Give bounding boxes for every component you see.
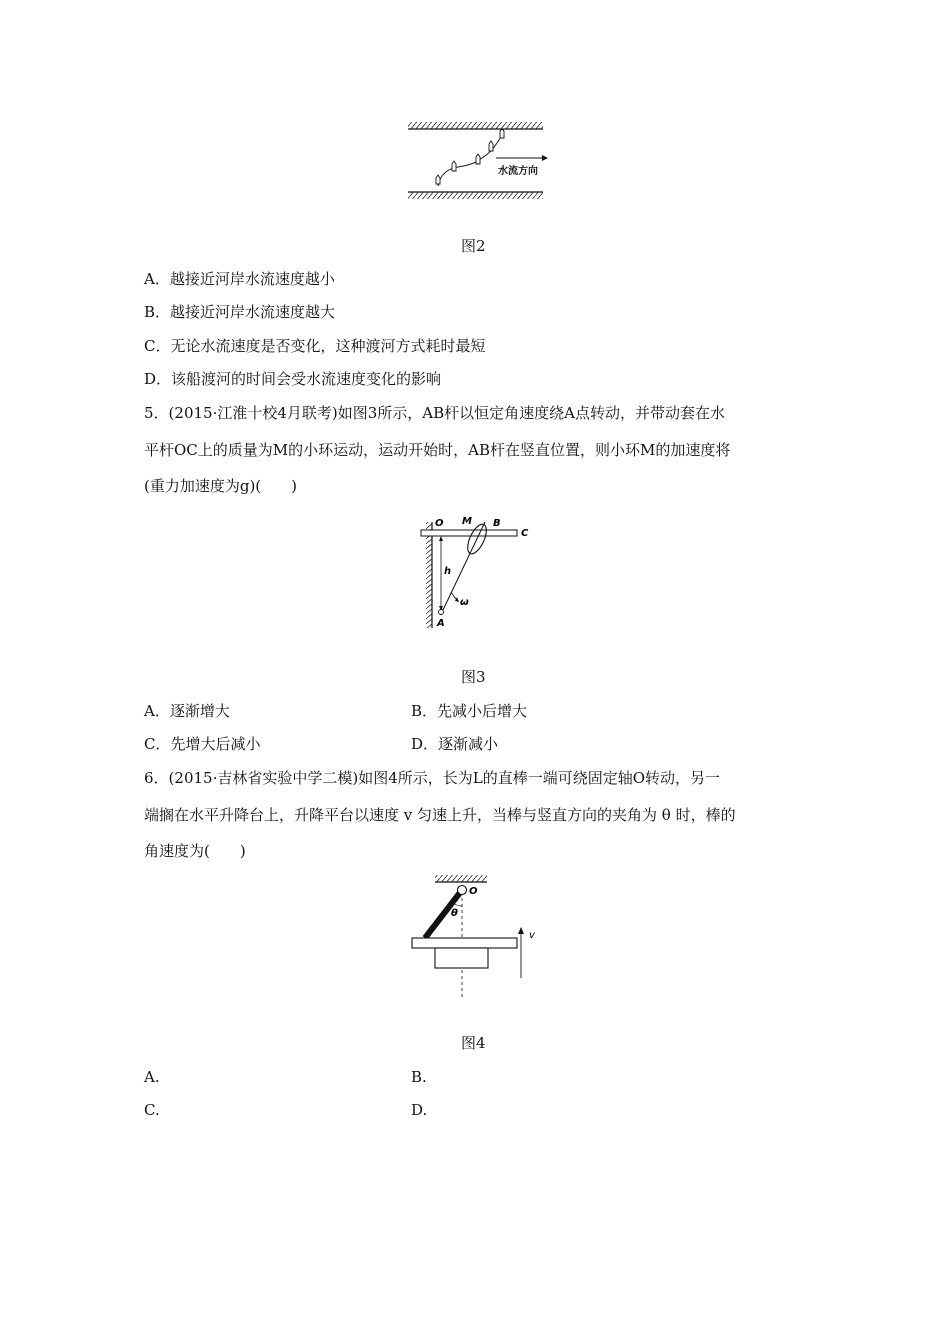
q6-option-b: B.: [411, 1068, 427, 1086]
figure-2-caption: 图2: [461, 237, 486, 255]
q4-option-d: D．该船渡河的时间会受水流速度变化的影响: [144, 370, 442, 388]
label-m: M: [462, 516, 472, 527]
q5-option-d: D．逐渐减小: [411, 735, 499, 753]
q6-text-line-1: 6．(2015·吉林省实验中学二模)如图4所示，长为L的直棒一端可绕固定轴O转动，另一: [144, 769, 720, 787]
q5-option-c: C．先增大后减小: [144, 735, 261, 753]
label-o: O: [469, 886, 478, 897]
q5-text-line-3: (重力加速度为g)( ): [144, 477, 298, 495]
q4-option-c: C．无论水流速度是否变化，这种渡河方式耗时最短: [144, 337, 486, 355]
figure-2-river-diagram: [400, 118, 550, 208]
figure-3-caption: 图3: [461, 668, 486, 686]
figure-4-caption: 图4: [461, 1034, 486, 1052]
q4-option-b: B．越接近河岸水流速度越大: [144, 303, 336, 321]
label-omega: ω: [460, 597, 469, 608]
label-o: O: [435, 518, 444, 529]
q6-option-d: D.: [411, 1101, 428, 1119]
label-h: h: [444, 566, 452, 577]
label-v: v: [529, 930, 535, 941]
q5-option-a: A．逐渐增大: [144, 702, 230, 720]
q4-option-a: A．越接近河岸水流速度越小: [144, 270, 335, 288]
boat-icon: [436, 129, 504, 184]
figure-3-rod-diagram: [415, 508, 540, 633]
q6-option-c: C.: [144, 1101, 160, 1119]
label-a: A: [437, 618, 445, 629]
figure-4-platform-diagram: [405, 872, 550, 1002]
q5-text-line-1: 5．(2015·江淮十校4月联考)如图3所示，AB杆以恒定角速度绕A点转动，并带动套在水: [144, 404, 725, 422]
label-b: B: [493, 518, 501, 529]
q6-text-line-3: 角速度为( ): [144, 842, 246, 860]
q5-text-line-2: 平杆OC上的质量为M的小环运动，运动开始时，AB杆在竖直位置，则小环M的加速度将: [144, 441, 731, 459]
label-theta: θ: [451, 908, 458, 919]
q6-text-line-2: 端搁在水平升降台上，升降平台以速度 v 匀速上升，当棒与竖直方向的夹角为 θ 时，棒的: [144, 806, 736, 824]
q5-option-b: B．先减小后增大: [411, 702, 528, 720]
water-flow-label: 水流方向: [498, 166, 538, 177]
label-c: C: [521, 528, 529, 539]
q6-option-a: A.: [144, 1068, 160, 1086]
